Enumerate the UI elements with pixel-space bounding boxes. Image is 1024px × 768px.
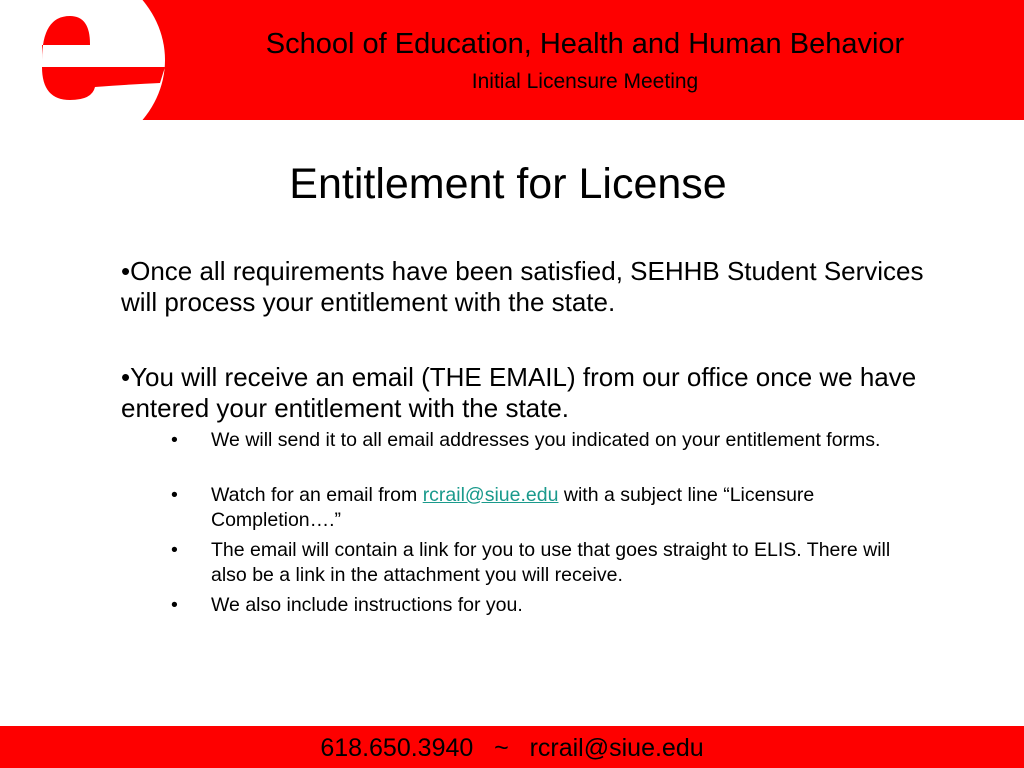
email-link[interactable]: rcrail@siue.edu (422, 484, 559, 506)
bullet-icon: • (171, 429, 178, 451)
sub-bullet-watch: • Watch for an email from rcrail@siue.edu with a subject line “Licensure Completion….” (171, 484, 815, 531)
sub-bullet-instructions: • We also include instructions for you. (171, 594, 523, 616)
bullet-icon: • (171, 539, 178, 561)
footer-banner (0, 726, 1024, 768)
school-name: School of Education, Health and Human Behavior (265, 28, 905, 60)
sub-bullet-elis: • The email will contain a link for you to use that goes straight to ELIS. There will also be a link in the attachment you will receive. (171, 539, 891, 586)
slide-title: Entitlement for License (289, 160, 727, 208)
contact-info: 618.650.3940 ~ rcrail@siue.edu (320, 734, 704, 762)
bullet-email: •You will receive an email (THE EMAIL) from our office once we have entered your entitlement with the state. (121, 362, 917, 423)
bullet-icon: • (171, 594, 178, 616)
sub-bullet-addresses: • We will send it to all email addresses you indicated on your entitlement forms. (171, 429, 881, 451)
meeting-subtitle: Initial Licensure Meeting (471, 70, 699, 93)
e-logo-icon (0, 0, 200, 120)
bullet-requirements: •Once all requirements have been satisfied, SEHHB Student Services will process your entitlement with the state. (121, 256, 924, 317)
header-banner (0, 0, 1024, 120)
bullet-icon: • (171, 484, 178, 506)
